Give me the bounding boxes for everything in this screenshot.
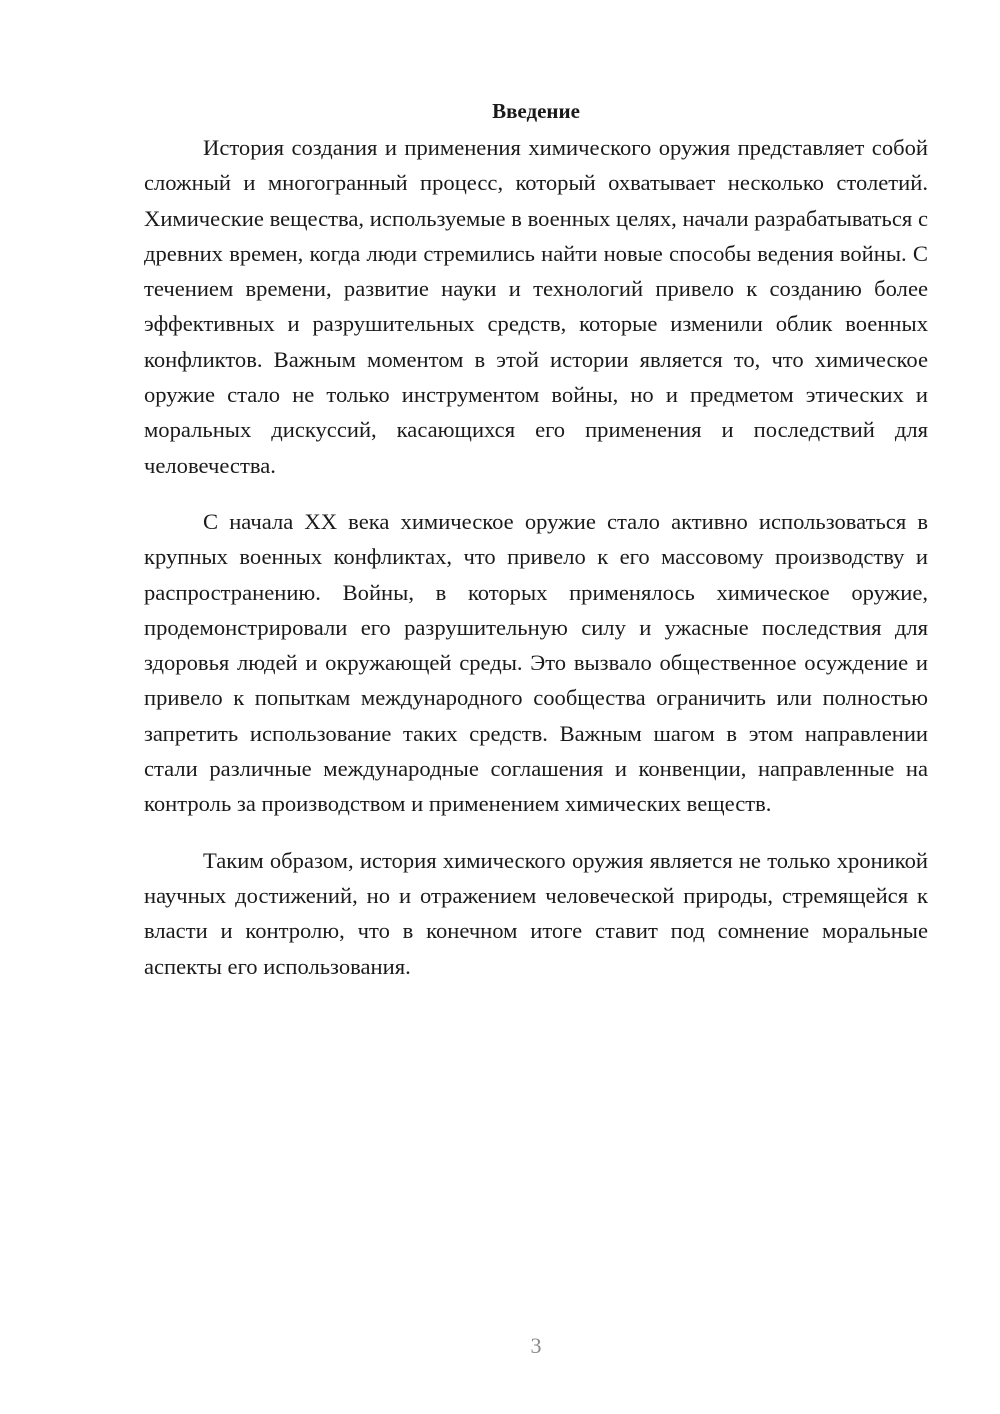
paragraph-3: Таким образом, история химического оружия является не только хроникой научных достижений, но и отражением человеческой природы, стремящейся к власти и контролю, что в конечном итоге ставит под сомнение моральные аспекты его использования. xyxy=(144,847,928,979)
section-title: Введение xyxy=(492,99,580,123)
paragraph-1: История создания и применения химического оружия представляет собой сложный и многогранный процесс, который охватывает несколько столетий. Химические вещества, используемые в военных целях, начали разрабатываться с древних времен, когда люди стремились найти новые способы ведения войны. С течением времени, развитие науки и технологий привело к созданию более эффективных и разрушительных средств, которые изменили облик военных конфликтов. Важным моментом в этой истории является то, что химическое оружие стало не только инструментом войны, но и предметом этических и моральных дискуссий, касающихся его применения и последствий для человечества. xyxy=(144,135,928,478)
page-content xyxy=(144,94,928,984)
paragraph-2: С начала XX века химическое оружие стало активно использоваться в крупных военных конфликтах, что привело к его массовому производству и распространению. Войны, в которых применялось химическое оружие, продемонстрировали его разрушительную силу и ужасные последствия для здоровья людей и окружающей среды. Это вызвало общественное осуждение и привело к попыткам международного сообщества ограничить или полностью запретить использование таких средств. Важным шагом в этом направлении стали различные международные соглашения и конвенции, направленные на контроль за производством и применением химических веществ. xyxy=(144,508,928,817)
page-number: 3 xyxy=(530,1333,542,1358)
